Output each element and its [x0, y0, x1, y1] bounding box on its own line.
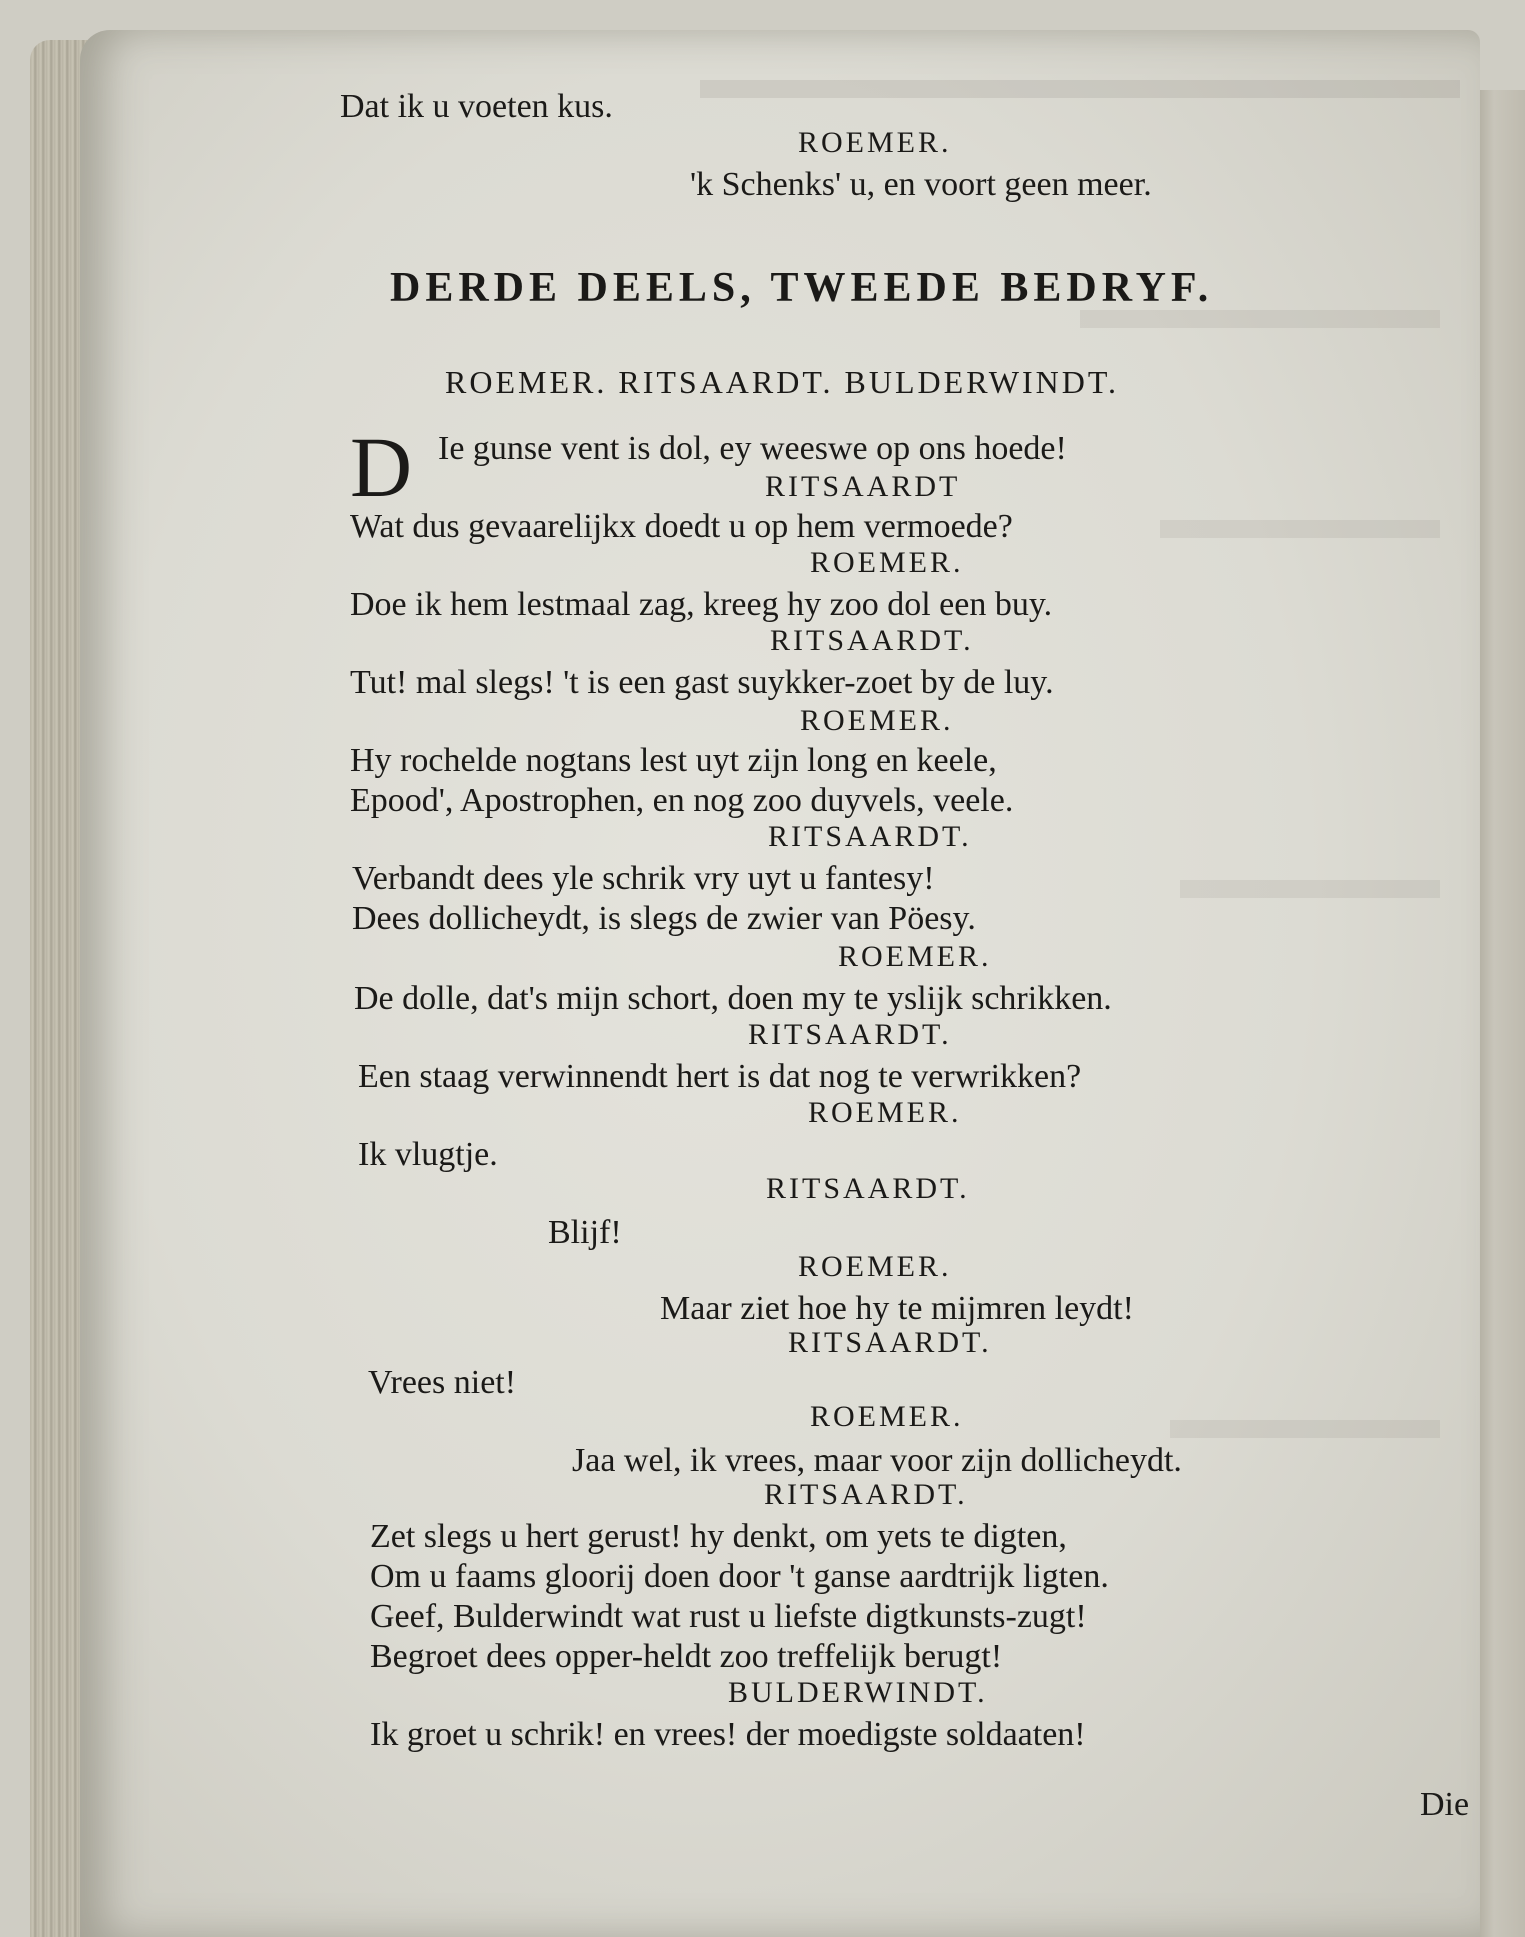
catchword: Die: [1420, 1786, 1470, 1823]
verse-line: Een staag verwinnendt hert is dat nog te verwrikken?: [358, 1058, 1082, 1095]
drop-cap: D: [350, 419, 413, 515]
speaker-label: ROEMER.: [838, 940, 992, 973]
speaker-label: RITSAARDT.: [770, 624, 974, 657]
speaker-label: ROEMER.: [798, 1250, 952, 1283]
speaker-label: RITSAARDT.: [788, 1326, 992, 1359]
verse-line: Vrees niet!: [368, 1364, 517, 1401]
verse-line: 'k Schenks' u, en voort geen meer.: [690, 166, 1152, 203]
verse-line: Wat dus gevaarelijkx doedt u op hem vermoede?: [350, 508, 1013, 545]
verse-line: Dees dollicheydt, is slegs de zwier van Pöesy.: [352, 900, 976, 937]
verse-line: Zet slegs u hert gerust! hy denkt, om yets te digten,: [370, 1518, 1067, 1555]
verse-line: Doe ik hem lestmaal zag, kreeg hy zoo dol een buy.: [350, 586, 1053, 623]
verse-line: Verbandt dees yle schrik vry uyt u fantesy!: [352, 860, 935, 897]
verse-line: De dolle, dat's mijn schort, doen my te yslijk schrikken.: [354, 980, 1112, 1017]
verse-line: Blijf!: [548, 1214, 622, 1251]
speaker-label: ROEMER.: [808, 1096, 962, 1129]
show-through-mark: [1080, 310, 1440, 328]
verse-line: Om u faams gloorij doen door 't ganse aardtrijk ligten.: [370, 1558, 1109, 1595]
speaker-label: RITSAARDT: [765, 470, 961, 503]
verse-line: Maar ziet hoe hy te mijmren leydt!: [660, 1290, 1134, 1327]
speaker-label: RITSAARDT.: [766, 1172, 970, 1205]
verse-line: Hy rochelde nogtans lest uyt zijn long en keele,: [350, 742, 997, 779]
speaker-label: ROEMER.: [800, 704, 954, 737]
verse-line: Begroet dees opper-heldt zoo treffelijk berugt!: [370, 1638, 1003, 1675]
scene-cast: ROEMER. RITSAARDT. BULDERWINDT.: [445, 364, 1120, 400]
verse-line: Ie gunse vent is dol, ey weeswe op ons hoede!: [438, 430, 1067, 467]
top-line: Dat ik u voeten kus.: [340, 88, 613, 125]
verse-line: Ik groet u schrik! en vrees! der moedigste soldaaten!: [370, 1716, 1086, 1753]
show-through-mark: [1170, 1420, 1440, 1438]
verse-line: Ik vlugtje.: [358, 1136, 498, 1173]
act-title: DERDE DEELS, TWEEDE BEDRYF.: [390, 265, 1214, 311]
speaker-label: BULDERWINDT.: [728, 1676, 988, 1709]
speaker-label: ROEMER.: [810, 1400, 964, 1433]
speaker-label: ROEMER.: [798, 126, 952, 159]
verse-line: Epood', Apostrophen, en nog zoo duyvels, veele.: [350, 782, 1014, 819]
show-through-mark: [1160, 520, 1440, 538]
speaker-label: ROEMER.: [810, 546, 964, 579]
speaker-label: RITSAARDT.: [748, 1018, 952, 1051]
verse-line: Geef, Bulderwindt wat rust u liefste digtkunsts-zugt!: [370, 1598, 1087, 1635]
show-through-mark: [700, 80, 1460, 98]
speaker-label: RITSAARDT.: [764, 1478, 968, 1511]
show-through-mark: [1180, 880, 1440, 898]
verse-line: Tut! mal slegs! 't is een gast suykker-zoet by de luy.: [350, 664, 1054, 701]
speaker-label: RITSAARDT.: [768, 820, 972, 853]
verse-line: Jaa wel, ik vrees, maar voor zijn dollicheydt.: [572, 1442, 1182, 1479]
